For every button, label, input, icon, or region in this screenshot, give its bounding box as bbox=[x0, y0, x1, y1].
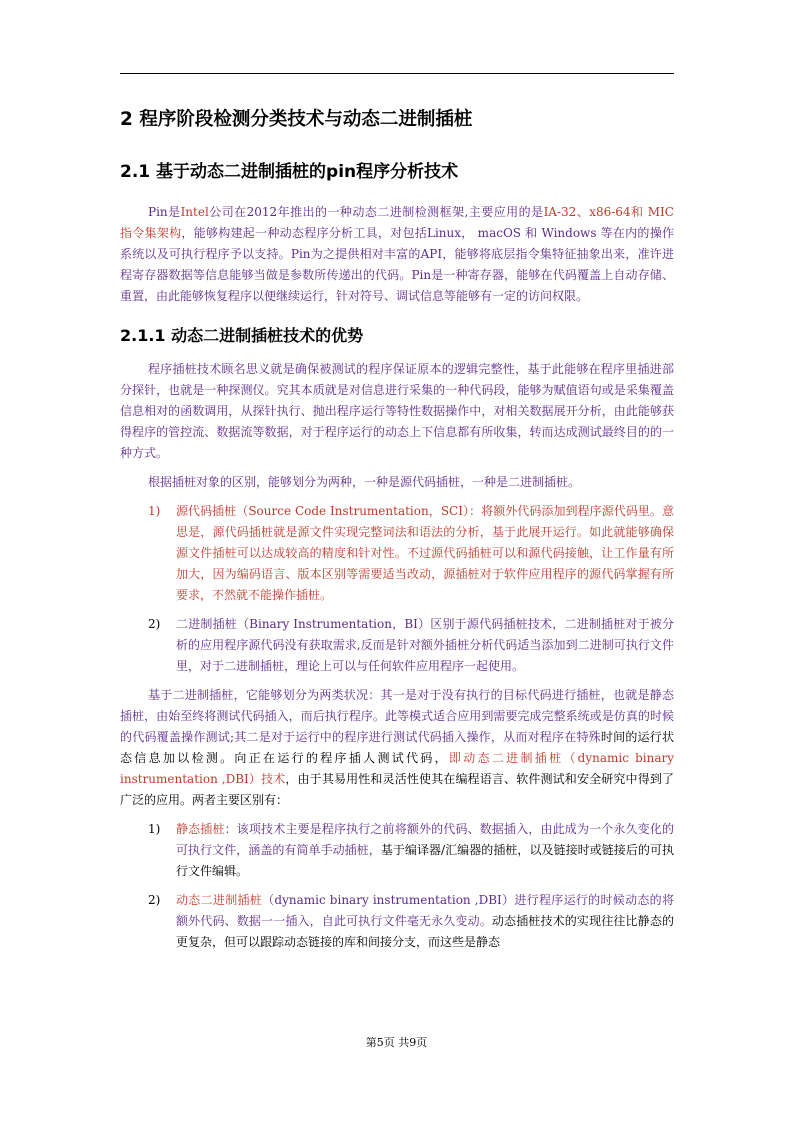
list-item bbox=[120, 614, 674, 677]
list-number: 2) bbox=[148, 893, 161, 907]
para4-b: 时间的运行状态信息加以检测。向正在运行的程序插人测试代码， bbox=[120, 730, 674, 765]
para1-e: ，能够构建起一种动态程序分析工具，对包括Linux， macOS 和 Windows 等在内的操作系统以及可执行程序予以支持。Pin为之提供相对丰富的API，能够将底层指令集特征抽象出来，准许进程寄存器数据等信息能够当做是参数所传递出的代码。Pin是一种寄存器，能够在代码覆盖上自动存储、重置，由此能够恢复程序以便继续运行，针对符号、调试信息等能够有一定的访问权限。 bbox=[120, 226, 674, 303]
list-item bbox=[120, 819, 674, 882]
para1-c: 公司在2012年推出的一种动态二进制检测框架,主要应用的是 bbox=[208, 205, 544, 219]
chapter-heading: 2 程序阶段检测分类技术与动态二进制插桩 bbox=[120, 109, 473, 130]
list-item-text: 二进制插桩（Binary Instrumentation，BI）区别于源代码插桩技术，二进制插桩对于被分析的应用程序源代码没有获取需求,反而是针对额外插桩分析代码适当添加到二进制可执行文件里，对于二进制插桩，理论上可以与任何软件应用程序一起使用。 bbox=[176, 617, 674, 673]
para4-d: ，由于其易用性和灵活性使其在编程语言、软件测试和安全研究中得到了广泛的应用。两者主要区别有： bbox=[120, 772, 674, 807]
para1-d: IA-32、x86-64和 MIC 指令集架构 bbox=[120, 205, 674, 240]
list-item-label: 动态二进制插桩 bbox=[176, 893, 263, 907]
list-item-text bbox=[176, 890, 674, 953]
list-item-body: ：该项技术主要是程序执行之前将额外的代码、数据插入，由此成为一个永久变化的可执行文件，涵盖的有简单手动插桩， bbox=[176, 822, 674, 857]
list-number: 1) bbox=[148, 504, 161, 518]
list-item bbox=[120, 890, 674, 953]
header-rule bbox=[120, 73, 674, 74]
list-item-body-2: 基于编译器/汇编器的插桩，以及链接时或链接后的可执行文件编辑。 bbox=[176, 843, 674, 878]
list-item bbox=[120, 501, 674, 606]
paragraph-binary-instrumentation bbox=[120, 685, 674, 811]
page-footer: 第5页 共9页 bbox=[365, 1036, 428, 1049]
para1-b: Intel bbox=[180, 205, 209, 219]
list-item-label: 静态插桩 bbox=[176, 822, 225, 836]
list-item-text bbox=[176, 819, 674, 882]
list-item-text: 源代码插桩（Source Code Instrumentation，SCI）：将额外代码添加到程序源代码里。意思是，源代码插桩就是源文件实现完整词法和语法的分析，基于此展开运行。如此就能够确保源文件插桩可以达成较高的精度和针对性。不过源代码插桩可以和源代码接触，让工作量有所加大，因为编码语言、版本区别等需要适当改动，源插桩对于软件应用程序的源代码掌握有所要求，不然就不能操作插桩。 bbox=[176, 504, 674, 602]
para1-a: Pin是 bbox=[148, 205, 181, 219]
instrumentation-types-list bbox=[120, 501, 674, 677]
paragraph-instrumentation: 程序插桩技术顾名思义就是确保被测试的程序保证原本的逻辑完整性，基于此能够在程序里插进部分探针，也就是一种探测仪。究其本质就是对信息进行采集的一种代码段，能够为赋值语句或是采集覆盖信息相对的函数调用，从探针执行、抛出程序运行等特性数据操作中，对相关数据展开分析，由此能够获得程序的管控流、数据流等数据，对于程序运行的动态上下信息都有所收集，转而达成测试最终目的的一种方式。 bbox=[120, 362, 674, 460]
static-dynamic-list bbox=[120, 819, 674, 953]
list-item-body: （dynamic binary instrumentation ,DBI）进行程序运行的时候动态的将额外代码、数据一一插入，自此可执行文件毫无永久变动。 bbox=[176, 893, 674, 928]
list-item-body-2: 动态插桩技术的实现往往比静态的更复杂，但可以跟踪动态链接的库和间接分支，而这些是静态 bbox=[176, 914, 674, 949]
para4-c: 即动态二进制插桩（dynamic binary instrumentation ,DBI）技术 bbox=[120, 751, 674, 786]
subsection-heading: 2.1.1 动态二进制插桩技术的优势 bbox=[120, 326, 364, 345]
list-number: 1) bbox=[148, 822, 161, 836]
paragraph-pin-intro bbox=[120, 202, 674, 307]
paragraph-classification: 根据插桩对象的区别，能够划分为两种，一种是源代码插桩，一种是二进制插桩。 bbox=[148, 475, 581, 489]
document-page bbox=[120, 95, 674, 953]
section-heading: 2.1 基于动态二进制插桩的pin程序分析技术 bbox=[120, 162, 459, 182]
para4-a: 基于二进制插桩，它能够划分为两类状况：其一是对于没有执行的目标代码进行插桩，也就是静态插桩，由始至终将测试代码插入，而后执行程序。此等模式适合应用到需要完成完整系统或是仿真的时候的代码覆盖操作测试;其二是对于运行中的程序进行测试代码插入操作，从而对程序在特殊 bbox=[120, 688, 674, 744]
list-number: 2) bbox=[148, 617, 161, 631]
